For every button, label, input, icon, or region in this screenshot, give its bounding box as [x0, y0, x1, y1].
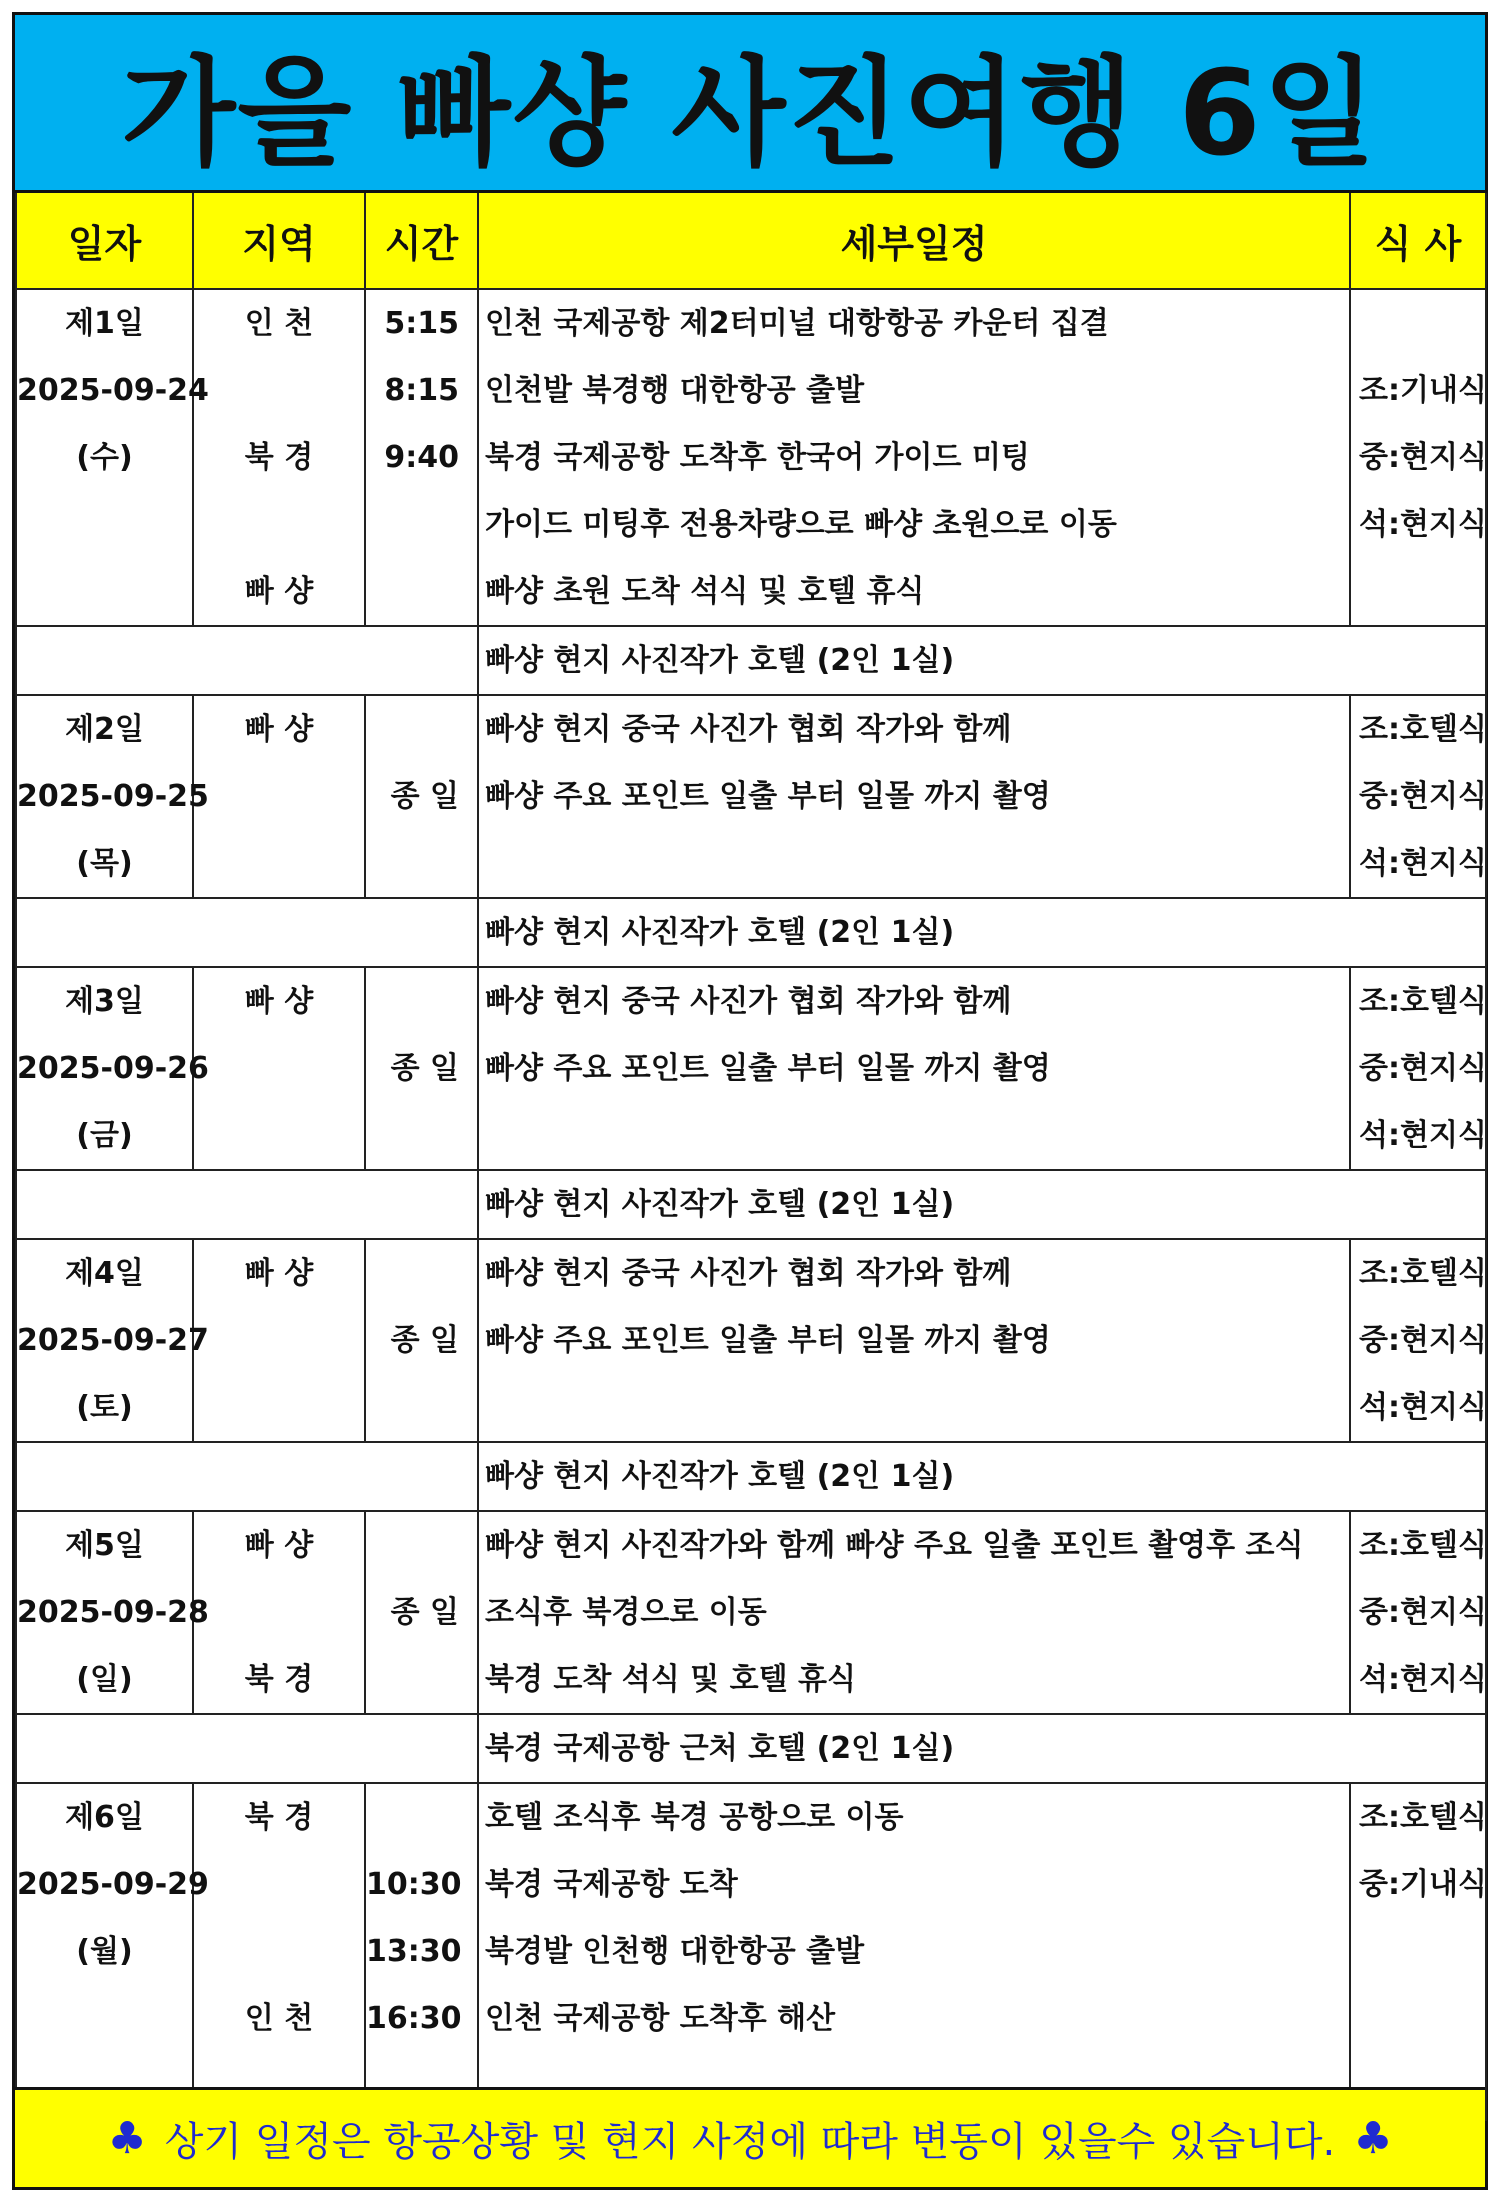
meal-line: 조:기내식: [1359, 373, 1487, 408]
region-line: 빠 샹: [244, 574, 314, 609]
time-line: [366, 1784, 459, 1851]
detail-line: 북경 국제공항 도착: [485, 1867, 738, 1902]
header-day: 일자: [16, 193, 193, 289]
region-line: [194, 1307, 364, 1374]
day-line: (목): [76, 846, 133, 881]
header-meal: 식 사: [1350, 193, 1486, 289]
time-line: 16:30: [366, 2001, 462, 2036]
header-detail: 세부일정: [478, 193, 1350, 289]
cell-time: [365, 289, 478, 626]
day-line: 제1일: [65, 306, 144, 341]
region-line: 빠 샹: [244, 1528, 314, 1563]
meal-line: [1359, 1985, 1485, 2052]
time-line: 9:40: [384, 440, 459, 475]
day-row: [16, 289, 1486, 626]
club-icon: ♣: [1353, 2113, 1393, 2164]
detail-line: 인천 국제공항 제2터미널 대항항공 카운터 집결: [485, 306, 1109, 341]
time-line: [366, 558, 459, 625]
day-line: 2025-09-29: [17, 1867, 209, 1902]
region-line: 북 경: [244, 1662, 314, 1697]
header-row: [16, 193, 1486, 289]
hotel-info: 빠샹 현지 사진작가 호텔 (2인 1실): [478, 898, 1486, 967]
time-line: [366, 696, 459, 763]
day-line: 제2일: [65, 712, 144, 747]
region-line: 인 천: [244, 2001, 314, 2036]
time-line: 종 일: [390, 779, 459, 814]
meal-line: 석:현지식: [1359, 846, 1487, 881]
day-line: 2025-09-25: [17, 779, 209, 814]
cell-region: [193, 967, 365, 1170]
meal-line: [1359, 1918, 1485, 1985]
time-line: [366, 1646, 459, 1713]
cell-time: [365, 1511, 478, 1714]
cell-day: [16, 289, 209, 626]
detail-line: 빠샹 주요 포인트 일출 부터 일몰 까지 촬영: [485, 779, 1051, 814]
time-line: [366, 491, 459, 558]
cell-time: [365, 1783, 478, 2120]
day-line: (토): [76, 1390, 133, 1425]
time-line: [366, 1374, 459, 1441]
time-line: 종 일: [390, 1595, 459, 1630]
meal-line: 중:현지식: [1359, 440, 1487, 475]
hotel-info: 북경 국제공항 근처 호텔 (2인 1실): [478, 1714, 1486, 1783]
page-title: 가을 빠샹 사진여행 6일: [15, 15, 1485, 193]
hotel-row: [16, 1442, 1486, 1511]
time-line: 10:30: [366, 1867, 462, 1902]
detail-line: 빠샹 현지 중국 사진가 협회 작가와 함께: [485, 712, 1012, 747]
time-line: 8:15: [384, 373, 459, 408]
day-line: 2025-09-26: [17, 1051, 209, 1086]
detail-line: 빠샹 초원 도착 석식 및 호텔 휴식: [485, 574, 925, 609]
cell-time: [365, 967, 478, 1170]
region-line: 빠 샹: [244, 1256, 314, 1291]
day-line: 2025-09-27: [17, 1323, 209, 1358]
footer-notice: [15, 2087, 1485, 2187]
detail-line: 호텔 조식후 북경 공항으로 이동: [485, 1800, 904, 1835]
meal-line: 조:호텔식: [1359, 1528, 1487, 1563]
time-line: [366, 1240, 459, 1307]
meal-line: 중:현지식: [1359, 1595, 1487, 1630]
hotel-info: 빠샹 현지 사진작가 호텔 (2인 1실): [478, 626, 1486, 695]
meal-line: 조:호텔식: [1359, 984, 1487, 1019]
header-region: 지역: [193, 193, 365, 289]
region-line: [194, 763, 364, 830]
cell-time: [365, 695, 478, 898]
cell-detail: [478, 1783, 1350, 2120]
meal-line: 조:호텔식: [1359, 1800, 1487, 1835]
day-row: [16, 967, 1486, 1170]
time-line: 13:30: [366, 1934, 462, 1969]
time-line: [366, 968, 459, 1035]
detail-line: 북경발 인천행 대한항공 출발: [485, 1934, 865, 1969]
cell-detail: [478, 1239, 1350, 1442]
detail-line: 북경 국제공항 도착후 한국어 가이드 미팅: [485, 440, 1030, 475]
header-time: 시간: [365, 193, 478, 289]
detail-line: 조식후 북경으로 이동: [485, 1595, 767, 1630]
time-line: 종 일: [390, 1051, 459, 1086]
footer-text: 상기 일정은 항공상황 및 현지 사정에 따라 변동이 있을수 있습니다.: [164, 2119, 1336, 2165]
detail-line: 인천발 북경행 대한항공 출발: [485, 373, 865, 408]
itinerary-frame: [12, 12, 1488, 2190]
detail-line: 빠샹 주요 포인트 일출 부터 일몰 까지 촬영: [485, 1051, 1051, 1086]
cell-day: [16, 1511, 209, 1714]
time-line: [366, 1512, 459, 1579]
hotel-row: [16, 1170, 1486, 1239]
day-line: (수): [76, 440, 133, 475]
cell-detail: [478, 289, 1350, 626]
meal-line: 중:기내식: [1359, 1867, 1487, 1902]
meal-line: 조:호텔식: [1359, 712, 1487, 747]
cell-day: [16, 695, 209, 898]
cell-region: [193, 1239, 365, 1442]
region-line: 인 천: [244, 306, 314, 341]
detail-line: 인천 국제공항 도착후 해산: [485, 2001, 836, 2036]
day-line: 제4일: [65, 1256, 144, 1291]
cell-detail: [478, 1511, 1350, 1714]
meal-line: 중:현지식: [1359, 1051, 1487, 1086]
cell-meal: [1350, 695, 1486, 898]
meal-line: 석:현지식: [1359, 1118, 1487, 1153]
cell-meal: [1350, 1239, 1486, 1442]
cell-detail: [478, 967, 1350, 1170]
day-row: [16, 1239, 1486, 1442]
region-line: [194, 1851, 364, 1918]
detail-line: 빠샹 현지 중국 사진가 협회 작가와 함께: [485, 984, 1012, 1019]
cell-meal: [1350, 967, 1486, 1170]
meal-line: [1359, 290, 1485, 357]
time-line: [366, 830, 459, 897]
detail-line: [485, 1102, 1349, 1169]
region-line: 북 경: [244, 440, 314, 475]
cell-detail: [478, 695, 1350, 898]
itinerary-table: [15, 193, 1487, 2121]
cell-region: [193, 289, 365, 626]
cell-region: [193, 695, 365, 898]
region-line: [194, 830, 364, 897]
region-line: 빠 샹: [244, 984, 314, 1019]
hotel-row: [16, 626, 1486, 695]
day-line: 2025-09-28: [17, 1595, 209, 1630]
cell-meal: [1350, 1511, 1486, 1714]
detail-line: [485, 830, 1349, 897]
region-line: [194, 1918, 364, 1985]
cell-region: [193, 1783, 365, 2120]
detail-line: [485, 1374, 1349, 1441]
detail-line: 빠샹 현지 중국 사진가 협회 작가와 함께: [485, 1256, 1012, 1291]
day-line: 제3일: [65, 984, 144, 1019]
cell-time: [365, 1239, 478, 1442]
region-line: 북 경: [244, 1800, 314, 1835]
cell-region: [193, 1511, 365, 1714]
meal-line: [1359, 558, 1485, 625]
hotel-spacer: [16, 1170, 478, 1239]
detail-line: 빠샹 현지 사진작가와 함께 빠샹 주요 일출 포인트 촬영후 조식: [485, 1528, 1304, 1563]
region-line: 빠 샹: [244, 712, 314, 747]
time-line: 종 일: [390, 1323, 459, 1358]
hotel-spacer: [16, 626, 478, 695]
day-row: [16, 1783, 1486, 2120]
meal-line: 석:현지식: [1359, 1390, 1487, 1425]
region-line: [194, 1035, 364, 1102]
day-line: (월): [76, 1934, 133, 1969]
day-line: (일): [76, 1662, 133, 1697]
region-line: [194, 1102, 364, 1169]
day-row: [16, 695, 1486, 898]
cell-day: [16, 1239, 209, 1442]
hotel-info: 빠샹 현지 사진작가 호텔 (2인 1실): [478, 1442, 1486, 1511]
detail-line: 빠샹 주요 포인트 일출 부터 일몰 까지 촬영: [485, 1323, 1051, 1358]
region-line: [194, 1374, 364, 1441]
day-line: 제5일: [65, 1528, 144, 1563]
time-line: 5:15: [384, 306, 459, 341]
hotel-spacer: [16, 1442, 478, 1511]
hotel-row: [16, 1714, 1486, 1783]
detail-line: 북경 도착 석식 및 호텔 휴식: [485, 1662, 857, 1697]
region-line: [194, 357, 364, 424]
time-line: [366, 1102, 459, 1169]
itinerary-body: [16, 289, 1486, 2120]
day-line: 2025-09-24: [17, 373, 209, 408]
hotel-info: 빠샹 현지 사진작가 호텔 (2인 1실): [478, 1170, 1486, 1239]
hotel-row: [16, 898, 1486, 967]
cell-meal: [1350, 1783, 1486, 2120]
cell-meal: [1350, 289, 1486, 626]
cell-day: [16, 1783, 209, 2120]
day-line: (금): [76, 1118, 133, 1153]
detail-line: 가이드 미팅후 전용차량으로 빠샹 초원으로 이동: [485, 507, 1117, 542]
cell-day: [16, 967, 209, 1170]
meal-line: 조:호텔식: [1359, 1256, 1487, 1291]
meal-line: 석:현지식: [1359, 1662, 1487, 1697]
hotel-spacer: [16, 1714, 478, 1783]
day-row: [16, 1511, 1486, 1714]
meal-line: 석:현지식: [1359, 507, 1487, 542]
region-line: [194, 491, 364, 558]
day-line: 제6일: [65, 1800, 144, 1835]
meal-line: 중:현지식: [1359, 779, 1487, 814]
hotel-spacer: [16, 898, 478, 967]
meal-line: 중:현지식: [1359, 1323, 1487, 1358]
club-icon: ♣: [107, 2113, 147, 2164]
region-line: [194, 1579, 364, 1646]
